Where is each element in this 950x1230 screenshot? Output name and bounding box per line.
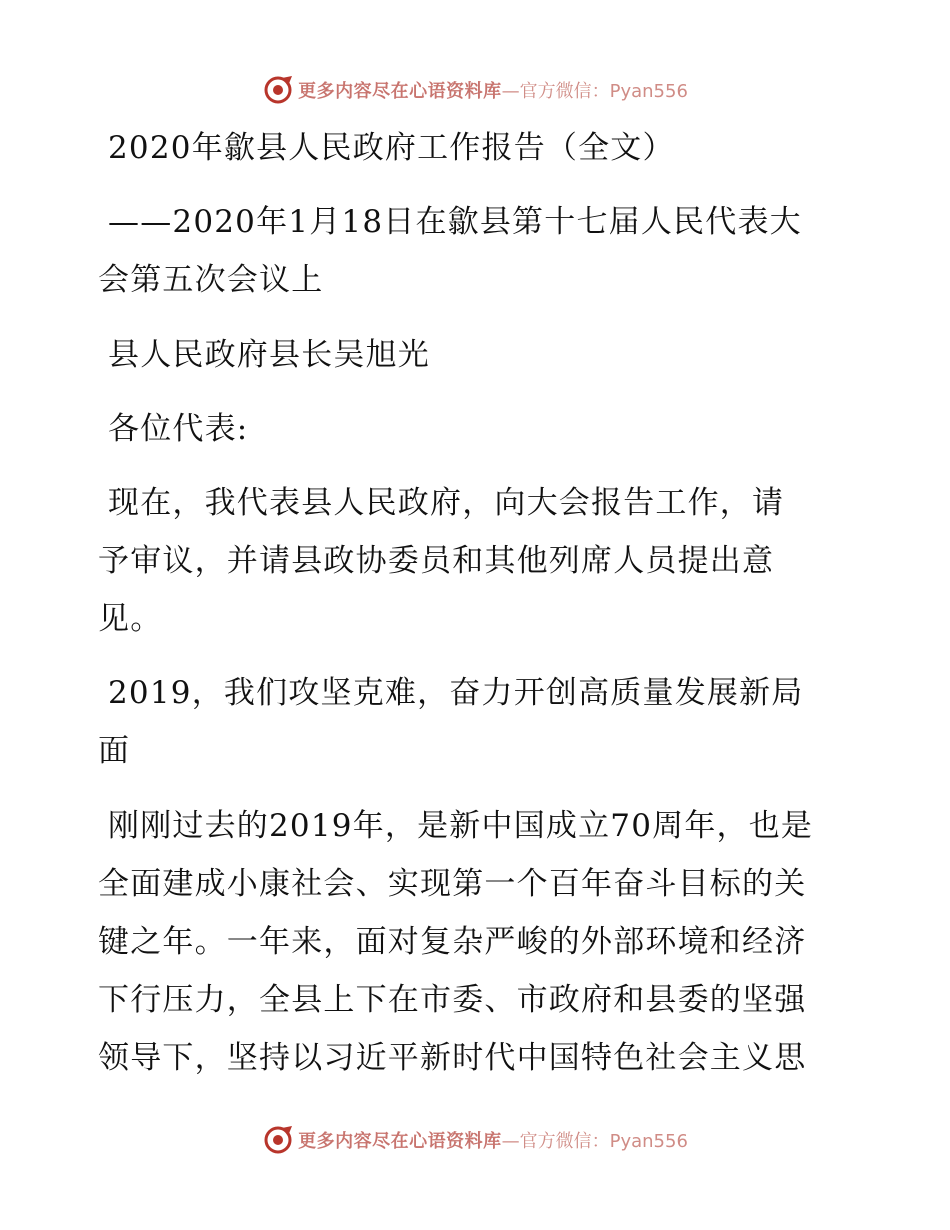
watermark-sub-text: —官方微信：Pyan556 bbox=[501, 1131, 688, 1152]
salutation: 各位代表: bbox=[108, 411, 249, 447]
watermark-main-text: 更多内容尽在心语资料库 bbox=[298, 81, 502, 102]
header-watermark-banner bbox=[0, 70, 950, 110]
paragraph-2-line-3: 键之年。一年来，面对复杂严峻的外部环境和经济 bbox=[98, 924, 807, 960]
pen-logo-icon bbox=[262, 74, 294, 106]
section-heading-line-2: 面 bbox=[98, 733, 131, 769]
footer-watermark-banner bbox=[0, 1120, 950, 1160]
subtitle-line-1: ——2020年1月18日在歙县第十七届人民代表大 bbox=[108, 204, 802, 240]
paragraph-1-line-3: 见。 bbox=[98, 601, 163, 637]
paragraph-2-line-2: 全面建成小康社会、实现第一个百年奋斗目标的关 bbox=[98, 866, 807, 902]
watermark-main-text: 更多内容尽在心语资料库 bbox=[298, 1131, 502, 1152]
document-title: 2020年歙县人民政府工作报告（全文） bbox=[108, 130, 675, 166]
paragraph-2-line-5: 领导下，坚持以习近平新时代中国特色社会主义思 bbox=[98, 1040, 807, 1076]
paragraph-2-line-4: 下行压力，全县上下在市委、市政府和县委的坚强 bbox=[98, 982, 807, 1018]
pen-logo-icon bbox=[262, 1124, 294, 1156]
speaker-line: 县人民政府县长吴旭光 bbox=[108, 337, 430, 373]
paragraph-1-line-1: 现在，我代表县人民政府，向大会报告工作，请 bbox=[108, 485, 785, 521]
paragraph-2-line-1: 刚刚过去的2019年，是新中国成立70周年，也是 bbox=[108, 808, 814, 844]
watermark-sub-text: —官方微信：Pyan556 bbox=[501, 81, 688, 102]
section-heading-line-1: 2019，我们攻坚克难，奋力开创高质量发展新局 bbox=[108, 675, 804, 711]
paragraph-1-line-2: 予审议，并请县政协委员和其他列席人员提出意 bbox=[98, 543, 775, 579]
subtitle-line-2: 会第五次会议上 bbox=[98, 262, 324, 298]
